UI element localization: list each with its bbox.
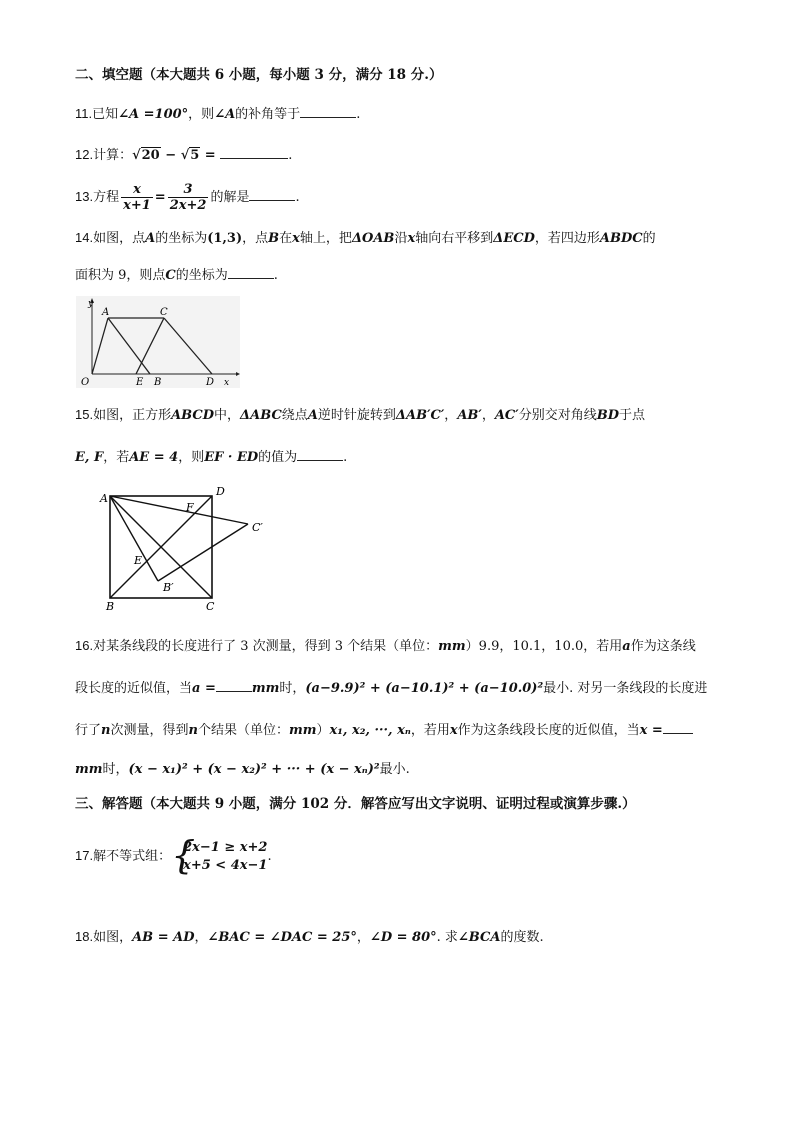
math: x =	[639, 723, 663, 738]
text: 个结果（单位：	[197, 723, 289, 738]
label-y: y	[88, 299, 94, 309]
question-number: 15.	[75, 407, 94, 422]
math: B	[268, 231, 280, 246]
math: −	[160, 148, 181, 163]
answer-blank	[220, 146, 288, 159]
math: a	[622, 639, 631, 654]
denominator: x+1	[123, 198, 151, 213]
math: ∠BCA	[457, 930, 501, 945]
math: =	[154, 190, 166, 205]
math: EF · ED	[204, 450, 259, 465]
text: 最小. 对另一条线段的长度进	[543, 681, 708, 696]
text: 时，	[279, 681, 306, 696]
label-A: A	[100, 492, 108, 505]
label-B-prime: B′	[163, 581, 174, 594]
math: mm	[438, 639, 466, 654]
math: E, F	[75, 450, 104, 465]
segment-AC2	[110, 496, 248, 524]
numerator: 3	[168, 182, 209, 198]
answer-blank	[216, 679, 252, 692]
text: 行了	[75, 723, 102, 738]
label-O: O	[81, 377, 90, 388]
question-number: 13.	[75, 189, 94, 204]
text: 沿	[394, 231, 408, 246]
text: ，	[356, 930, 370, 945]
text: ，若用	[410, 723, 450, 738]
math: mm	[251, 681, 280, 696]
question-13	[75, 181, 300, 214]
text: .	[273, 268, 278, 283]
math: x	[449, 723, 458, 738]
inequality-row-1: 2x−1 ≥ x+2	[183, 839, 268, 855]
text: 分别交对角线	[518, 408, 597, 423]
inequality-system	[171, 832, 268, 877]
text: 次测量，得到	[110, 723, 189, 738]
text: ，则	[188, 107, 215, 122]
question-14-line-1	[75, 229, 656, 248]
text: ，若四边形	[534, 231, 600, 246]
question-16-line-1	[75, 637, 696, 656]
math: x	[292, 231, 300, 246]
question-18	[75, 928, 544, 947]
text: 轴上，把	[299, 231, 352, 246]
denominator: 2x+2	[169, 198, 207, 213]
answer-blank	[228, 266, 274, 279]
text: .	[288, 148, 293, 163]
math: (1,3)	[207, 231, 243, 246]
text: 中，	[214, 408, 241, 423]
math: C	[165, 268, 176, 283]
segment-B2C2	[158, 524, 248, 581]
math: ΔECD	[493, 231, 535, 246]
segment-AB2	[110, 496, 158, 581]
q15-figure	[96, 484, 276, 614]
math: AC′	[494, 408, 519, 423]
text: .	[356, 107, 361, 122]
math: n	[188, 723, 198, 738]
sqrt-expression: √20	[132, 148, 160, 163]
math: ∠A	[214, 107, 236, 122]
math: AB′	[457, 408, 482, 423]
text: 的解是	[210, 190, 250, 205]
text: 面积为 9，则点	[75, 268, 166, 283]
question-17	[75, 832, 272, 877]
text: 绕点	[281, 408, 308, 423]
math: =	[200, 148, 221, 163]
question-12	[75, 146, 292, 165]
text: 对某条线段的长度进行了 3 次测量，得到 3 个结果（单位：	[93, 639, 439, 654]
math: ΔOAB	[351, 231, 395, 246]
text: 逆时针旋转到	[317, 408, 396, 423]
question-number: 11.	[75, 106, 93, 121]
math: AE = 4	[129, 450, 179, 465]
label-D: D	[216, 485, 225, 498]
math: ∠A =100°	[118, 107, 189, 122]
text: 已知	[92, 107, 119, 122]
label-F: F	[186, 501, 194, 514]
text: 解不等式组：	[93, 849, 172, 864]
question-16-line-4	[75, 761, 410, 779]
fraction	[121, 182, 153, 213]
math: a =	[192, 681, 216, 696]
question-number: 16.	[75, 638, 94, 653]
text: 最小.	[379, 762, 410, 777]
answer-blank	[663, 721, 693, 734]
text: .	[295, 190, 300, 205]
label-B: B	[154, 377, 162, 388]
math: mm	[288, 723, 317, 738]
label-C-prime: C′	[252, 521, 263, 534]
math: (a−9.9)² + (a−10.1)² + (a−10.0)²	[305, 681, 544, 696]
math: A	[145, 231, 156, 246]
section-3-title: 三、解答题（本大题共 9 小题，满分 102 分．解答应写出文字说明、证明过程或演算步骤.）	[75, 796, 636, 812]
math: (x − x₁)² + (x − x₂)² + ··· + (x − xₙ)²	[128, 762, 380, 777]
question-11	[75, 105, 360, 124]
math: ∠BAC = ∠DAC = 25°	[207, 930, 357, 945]
math: ∠D = 80°	[369, 930, 437, 945]
math: ΔAB′C′	[395, 408, 445, 423]
question-number: 17.	[75, 848, 94, 863]
question-16-line-2	[75, 679, 707, 698]
text: 的	[642, 231, 656, 246]
question-number: 14.	[75, 230, 94, 245]
text: ，	[444, 408, 458, 423]
answer-blank	[297, 448, 343, 461]
text: 计算：	[93, 148, 133, 163]
text: 段长度的近似值，当	[75, 681, 193, 696]
text: 的度数.	[500, 930, 544, 945]
text: 时，	[102, 762, 129, 777]
math: BD	[596, 408, 619, 423]
text: 在	[279, 231, 293, 246]
label-C: C	[160, 307, 168, 318]
question-14-line-2	[75, 266, 278, 285]
text: ，若	[103, 450, 130, 465]
text: ，	[481, 408, 495, 423]
math: mm	[75, 762, 103, 777]
text: 的补角等于	[235, 107, 301, 122]
question-15-line-2	[75, 448, 347, 467]
text: 的值为	[258, 450, 298, 465]
math: x₁, x₂, ···, xₙ	[329, 723, 411, 738]
section-2-title: 二、填空题（本大题共 6 小题，每小题 3 分，满分 18 分.）	[75, 67, 443, 83]
text: 作为这条线	[630, 639, 696, 654]
math: x	[407, 231, 416, 246]
radicand: 20	[141, 148, 160, 163]
inequality-row-2: x+5 < 4x−1	[183, 857, 268, 873]
math: A	[307, 408, 318, 423]
answer-blank	[249, 188, 295, 201]
label-C: C	[206, 600, 215, 613]
math: ABCD	[171, 408, 215, 423]
radicand: 5	[190, 148, 200, 163]
text: ，	[194, 930, 208, 945]
label-x: x	[224, 378, 230, 388]
text: 如图，正方形	[93, 408, 172, 423]
question-number: 12.	[75, 147, 94, 162]
text: 轴向右平移到	[415, 231, 494, 246]
question-number: 18.	[75, 929, 94, 944]
label-B: B	[106, 600, 115, 613]
label-E: E	[134, 554, 143, 567]
text: 如图，	[93, 930, 133, 945]
math: AB = AD	[132, 930, 195, 945]
label-E: E	[136, 377, 144, 388]
math: ABDC	[599, 231, 643, 246]
question-15-line-1	[75, 406, 645, 425]
brace-symbol: {	[171, 832, 196, 877]
text: 如图，点	[93, 231, 146, 246]
text: ，点	[242, 231, 269, 246]
text: 于点	[619, 408, 646, 423]
text: ）	[316, 723, 330, 738]
sqrt-expression: √5	[180, 148, 200, 163]
math: ΔABC	[240, 408, 282, 423]
text: .	[343, 450, 348, 465]
math: n	[101, 723, 111, 738]
text: 方程	[93, 190, 120, 205]
text: 的坐标为	[155, 231, 208, 246]
text: . 求	[436, 930, 458, 945]
label-D: D	[206, 377, 215, 388]
text: 作为这条线段长度的近似值，当	[457, 723, 640, 738]
text: .	[267, 849, 272, 864]
text: 的坐标为	[175, 268, 228, 283]
text: ）9.9，10.1，10.0，若用	[465, 639, 623, 654]
label-A: A	[102, 307, 110, 318]
fraction	[168, 182, 209, 213]
q14-figure	[76, 296, 240, 388]
numerator: x	[121, 182, 153, 198]
question-16-line-3	[75, 721, 693, 740]
answer-blank	[300, 105, 356, 118]
text: ，则	[178, 450, 205, 465]
